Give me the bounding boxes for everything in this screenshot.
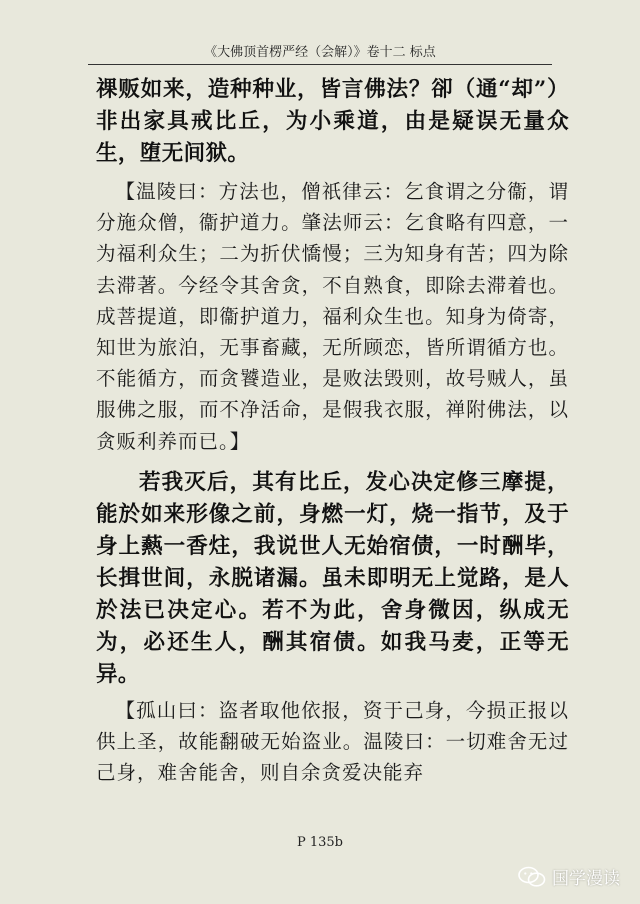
header-rule bbox=[88, 64, 552, 65]
commentary-paragraph-1: 【温陵曰：方法也，僧祇律云：乞食谓之分衞，谓分施众僧，衞护道力。肇法师云：乞食略有四意，一为福利众生；二为折伏憍慢；三为知身有苦；四为除去滞著。今经令其舍贪，不自熟食，即除去滞着也。成菩提道，即衞护道力，福利众生也。知身为倚寄，知世为旅泊，无事畜藏，无所顾恋，皆所谓循方也。不能循方，而贪饕造业，是败法毁则，故号贼人，虽服佛之服，而不净活命，是假我衣服，禅附佛法，以贪贩利养而已。】 bbox=[96, 180, 569, 453]
sutra-paragraph-1: 祼贩如来，造种种业，皆言佛法？卻（通“却”）非出家具戒比丘，为小乘道，由是疑误无量众生，堕无间狱。 bbox=[96, 77, 569, 166]
watermark-text: 国学漫读 bbox=[552, 869, 620, 889]
commentary-paragraph-2: 【孤山曰：盗者取他依报，资于己身，今损正报以供上圣，故能翻破无始盗业。温陵曰：一切难舍无过己身，难舍能舍，则自余贪爱决能弃 bbox=[96, 698, 569, 785]
page-number: P 135b bbox=[296, 835, 343, 850]
page-header: 《大佛顶首楞严经（会解）》卷十二 标点 bbox=[204, 45, 436, 60]
watermark bbox=[518, 864, 620, 889]
wechat-icon bbox=[518, 866, 546, 888]
page-body bbox=[96, 74, 569, 788]
sutra-paragraph-2: 若我灭后，其有比丘，发心决定修三摩提，能於如来形像之前，身燃一灯，烧一指节，及于身上爇一香炷，我说世人无始宿债，一时酬毕，长揖世间，永脱诸漏。虽未即明无上觉路，是人於法已决定心。若不为此，舍身微因，纵成无为，必还生人，酬其宿债。如我马麦，正等无异。 bbox=[96, 469, 569, 687]
